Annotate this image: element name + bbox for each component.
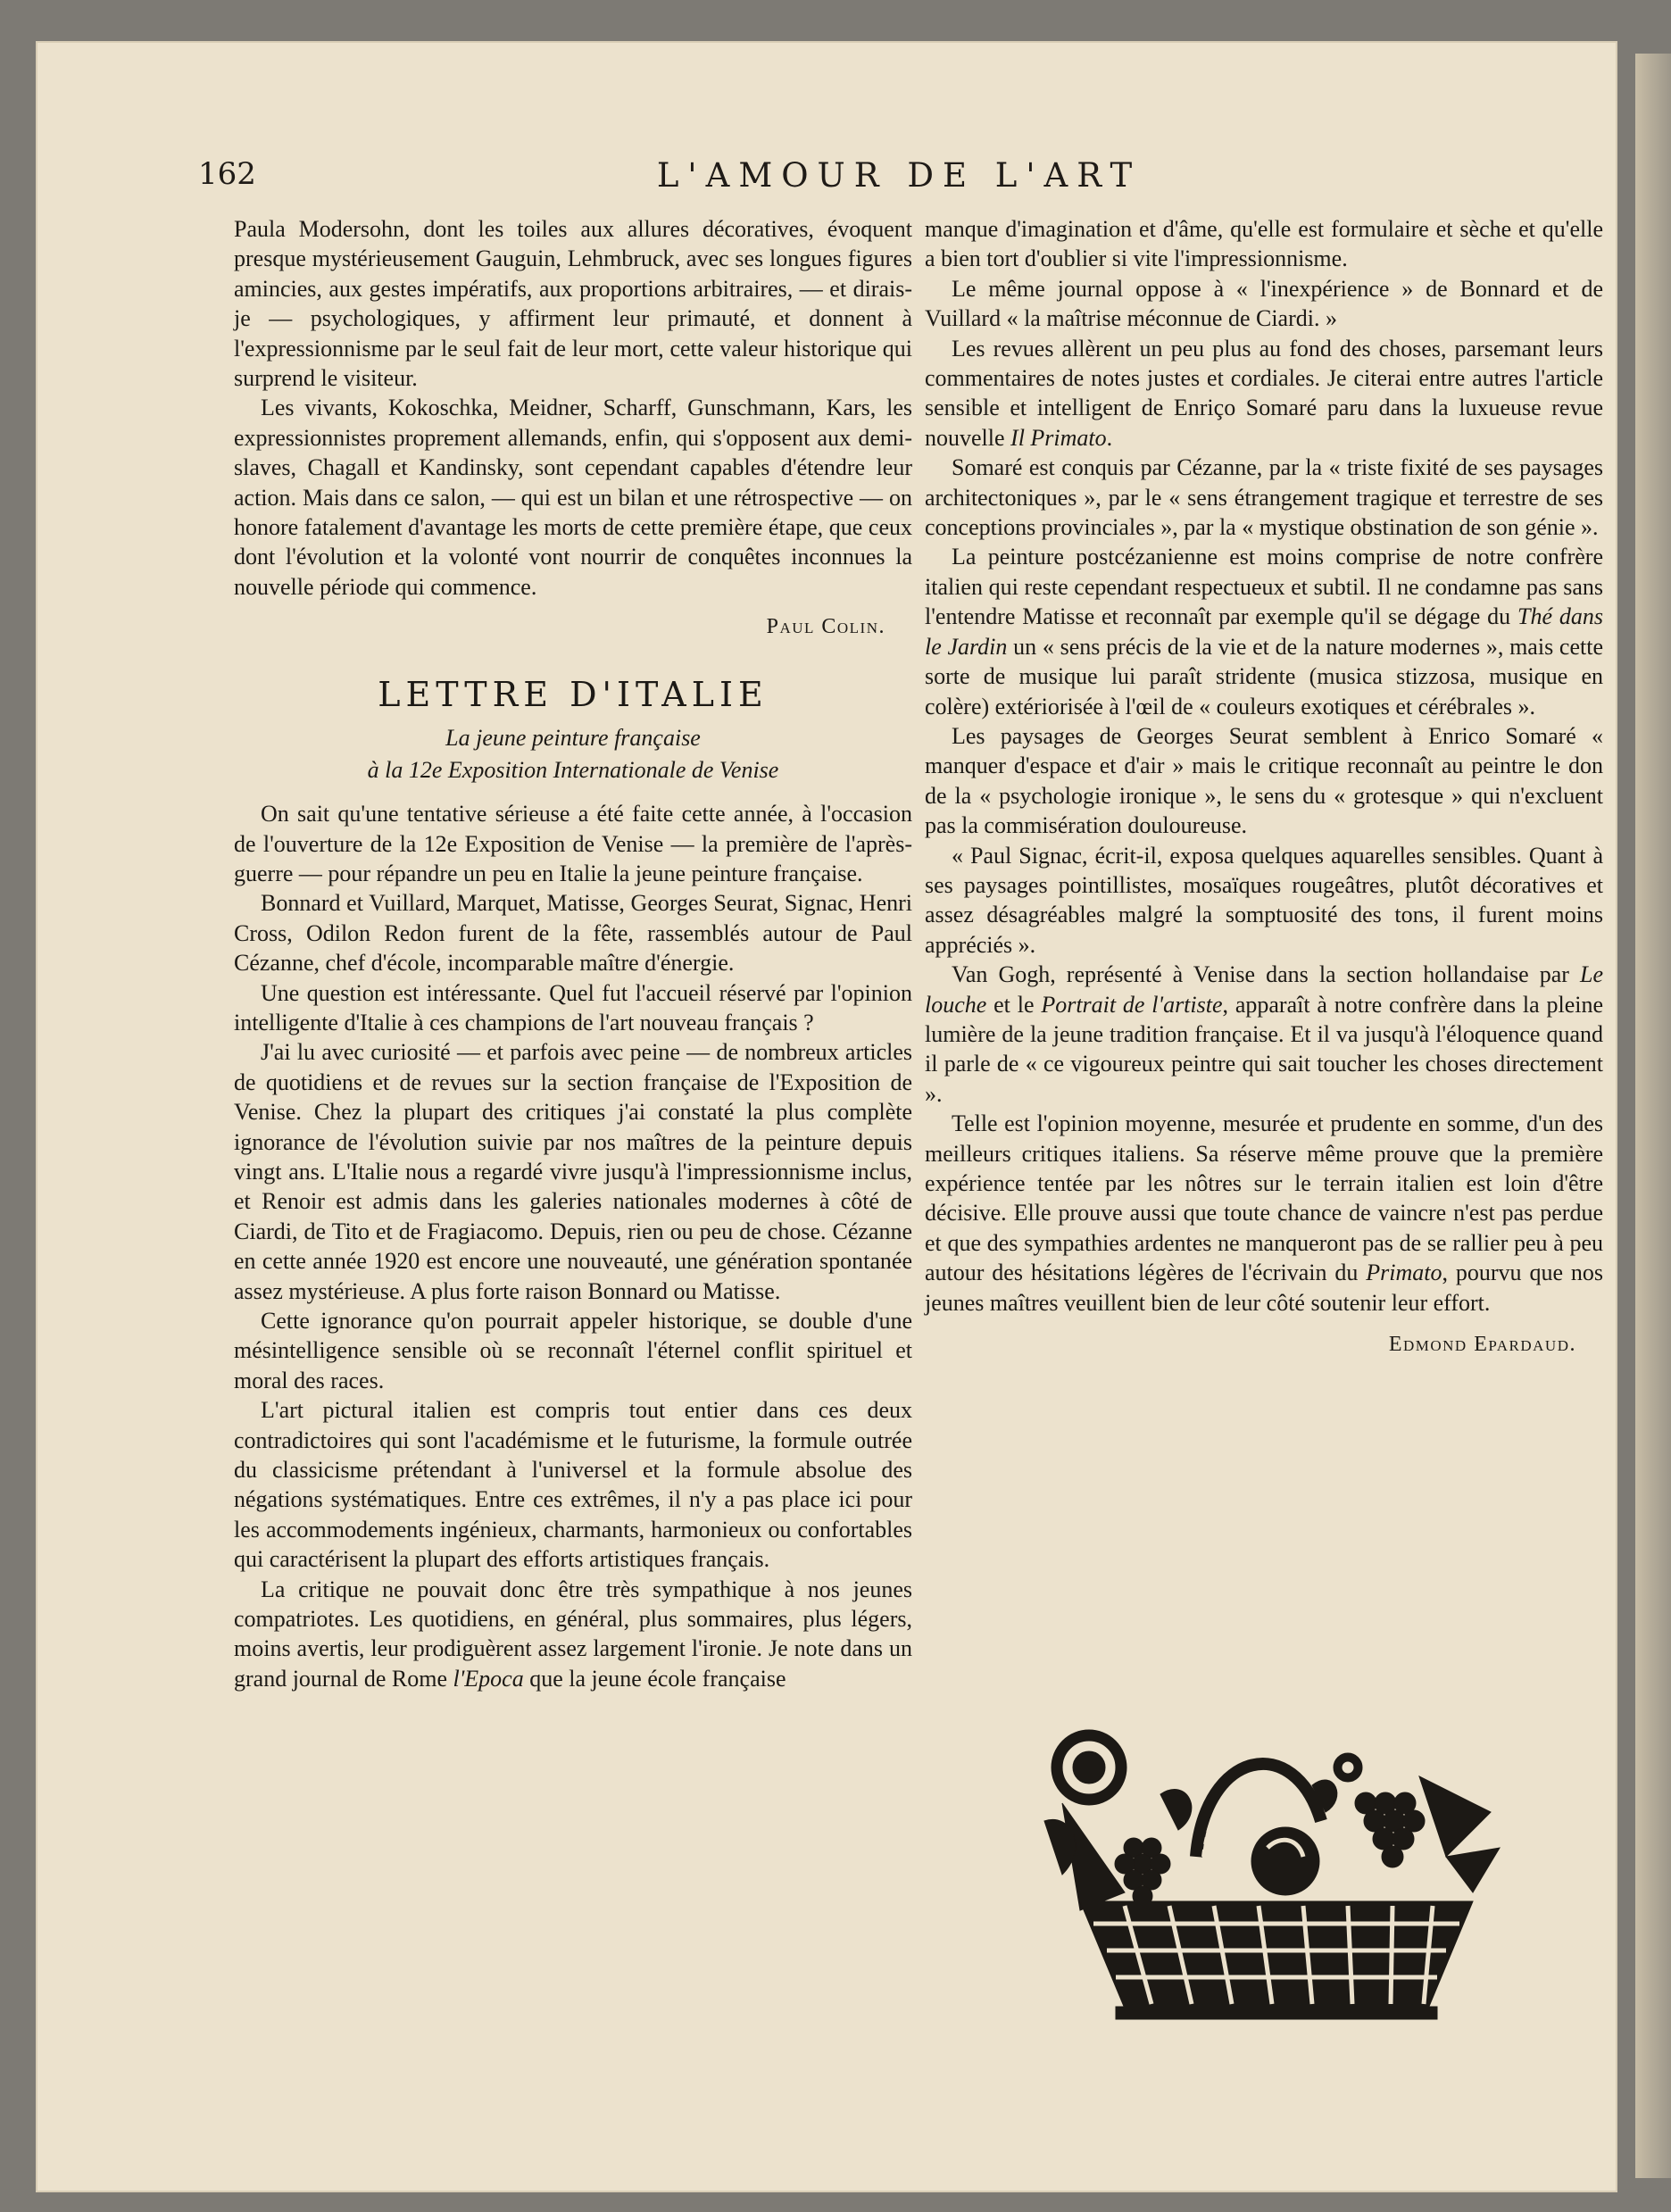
subtitle-line: La jeune peinture française <box>445 725 701 752</box>
subtitle-line: à la 12e Exposition Internationale de Venise <box>367 757 779 784</box>
paragraph: Le même journal oppose à « l'inexpérience » de Bonnard et de Vuillard « la maîtrise méconnue de Ciardi. » <box>925 275 1603 332</box>
left-column <box>234 214 912 1693</box>
page-number: 162 <box>198 156 256 192</box>
text-run: La critique ne pouvait donc être très sympathique à nos jeunes compatriotes. Les quotidiens, en général, plus sommaires, plus légers, moins avertis, leur prodiguèrent assez largement l'ironie. Je note dans un grand journal de Rome <box>234 1576 912 1692</box>
text-run: que la jeune école française <box>523 1665 786 1692</box>
paragraph: Les vivants, Kokoschka, Meidner, Scharff, Gunschmann, Kars, les expressionnistes proprement allemands, enfin, qui s'opposent aux demi-slaves, Chagall et Kandinsky, sont cependant capables d'étendre leur action. Mais dans ce salon, — qui est un bilan et une rétrospective — on honore fatalement d'avantage les morts de cette première étape, que ceux dont l'évolution et la volonté vont nourrir de conquêtes inconnues la nouvelle période qui commence. <box>234 395 912 600</box>
paragraph <box>925 334 1603 453</box>
text-run: La peinture postcézanienne est moins comprise de notre confrère italien qui reste cependant respectueux et subtil. Il ne condamne pas sans l'entendre Matisse et reconnaît par exemple qu'il se dégage du <box>925 544 1603 630</box>
text-run: Van Gogh, représenté à Venise dans la section hollandaise par <box>952 961 1580 988</box>
paragraph: manque d'imagination et d'âme, qu'elle est formulaire et sèche et qu'elle a bien tort d'oublier si vite l'impressionnisme. <box>925 216 1603 272</box>
fruit-basket-woodcut <box>1027 1714 1526 2026</box>
author-signature: Paul Colin. <box>766 615 885 639</box>
text-run: , pourvu que nos jeunes maîtres veuillent bien de leur côté soutenir leur effort. <box>925 1260 1603 1316</box>
paragraph: Les paysages de Georges Seurat semblent à Enrico Somaré « manquer d'espace et d'air » mais le critique reconnaît au peintre le don de la « psychologie ironique », le sens du « grotesque » qui n'excluent pas la commisération douloureuse. <box>925 722 1603 839</box>
paragraph <box>925 542 1603 720</box>
paragraph <box>925 960 1603 1109</box>
artwork-title: Portrait de l'artiste <box>1041 991 1223 1018</box>
paragraph: Cette ignorance qu'on pourrait appeler historique, se double d'une mésintelligence sensible où se reconnaît l'éternel conflit spirituel et moral des races. <box>234 1308 912 1393</box>
running-title: L'AMOUR DE L'ART <box>656 156 1142 195</box>
paragraph: « Paul Signac, écrit-il, exposa quelques aquarelles sensibles. Quant à ses paysages pointillistes, mosaïques rougeâtres, plutôt décoratives et assez désagréables malgré la somptuosité des tons, il furent moins appréciés ». <box>925 842 1603 958</box>
text-run: Telle est l'opinion moyenne, mesurée et prudente en somme, d'un des meilleurs critiques italiens. Sa réserve même prouve que la première expérience tentée par les nôtres sur le terrain italien est loin d'être décisive. Elle prouve aussi que toute chance de vaincre n'est pas perdue et que des sympathies ardentes ne manqueront pas de se rallier peu à peu autour des hésitations légères de l'écrivain du <box>925 1110 1603 1286</box>
artwork-title: Thé dans le Jardin <box>925 603 1603 660</box>
paragraph: J'ai lu avec curiosité — et parfois avec peine — de nombreux articles de quotidiens et de revues sur la section française de l'Exposition de Venise. Chez la plupart des critiques j'ai constaté la plus complète ignorance de l'évolution suivie par nos maîtres de la peinture depuis vingt ans. L'Italie nous a regardé vivre jusqu'à l'impressionnisme inclus, et Renoir est admis dans les galeries nationales modernes à côté de Ciardi, de Tito et de Fragiacomo. Depuis, rien ou peu de chose. Cézanne en cette année 1920 est encore une nouveauté, une génération spontanée assez mystérieuse. A plus forte raison Bonnard ou Matisse. <box>234 1039 912 1304</box>
artwork-title: Le louche <box>925 961 1603 1018</box>
text-run: un « sens précis de la vie et de la nature modernes », mais cette sorte de musique lui paraît stridente (musica stizzosa, musique en colère) extériorisée à l'œil de « couleurs exotiques et cérébrales ». <box>925 633 1603 719</box>
paragraph <box>925 1109 1603 1318</box>
paragraph: On sait qu'une tentative sérieuse a été faite cette année, à l'occasion de l'ouverture de la 12e Exposition de Venise — la première de l'après-guerre — pour répandre un peu en Italie la jeune peinture française. <box>234 801 912 886</box>
paragraph: L'art pictural italien est compris tout entier dans ces deux contradictoires qui sont l'académisme et le futurisme, la formule outrée du classicisme prétendant à l'universel et la formule absolue des négations systématiques. Entre ces extrêmes, il n'y a pas place ici pour les accommodements ingénieux, charmants, harmonieux ou confortables qui caractérisent la plupart des efforts artistiques français. <box>234 1397 912 1573</box>
next-page-edge <box>1635 54 1671 2178</box>
paragraph <box>234 1575 912 1694</box>
right-column <box>925 214 1603 1397</box>
page-header <box>198 156 1484 201</box>
review-title: Il Primato <box>1010 424 1107 451</box>
paragraph: Une question est intéressante. Quel fut l'accueil réservé par l'opinion intelligente d'Italie à ces champions de l'art nouveau français ? <box>234 979 912 1035</box>
paragraph: Bonnard et Vuillard, Marquet, Matisse, Georges Seurat, Signac, Henri Cross, Odilon Redon furent de la fête, rassemblés autour de Paul Cézanne, chef d'école, incomparable maître d'énergie. <box>234 890 912 977</box>
paragraph: Somaré est conquis par Cézanne, par la « triste fixité de ses paysages architectoniques », par le « sens étrangement tragique et terrestre de ses conceptions provinciales », par la « mystique obstination de son génie ». <box>925 454 1603 541</box>
text-run: , apparaît à notre confrère dans la pleine lumière de la jeune tradition française. Et il va jusqu'à l'éloquence quand il parle de « ce vigoureux peintre qui sait toucher les choses directement ». <box>925 991 1604 1107</box>
text-run: Les revues allèrent un peu plus au fond des choses, parsemant leurs commentaires de notes justes et cordiales. Je citerai entre autres l'article sensible et intelligent de Enriço Somaré paru dans la luxueuse revue nouvelle <box>925 335 1603 451</box>
text-run: et le <box>986 991 1042 1018</box>
paragraph: Paula Modersohn, dont les toiles aux allures décoratives, évoquent presque mystérieusement Gauguin, Lehmbruck, avec ses longues figures amincies, aux gestes impératifs, aux proportions arbitraires, — et dirais-je — psychologiques, y affirment leur primauté, et donnent à l'expressionnisme par le seul fait de leur mort, cette valeur historique qui surprend le visiteur. <box>234 216 912 392</box>
author-signature: Edmond Epardaud. <box>1388 1333 1576 1357</box>
text-run: . <box>1106 424 1113 451</box>
section-subtitle <box>234 722 912 786</box>
journal-title: l'Epoca <box>453 1665 524 1692</box>
section-title: LETTRE D'ITALIE <box>378 674 769 714</box>
review-title: Primato <box>1366 1260 1442 1286</box>
